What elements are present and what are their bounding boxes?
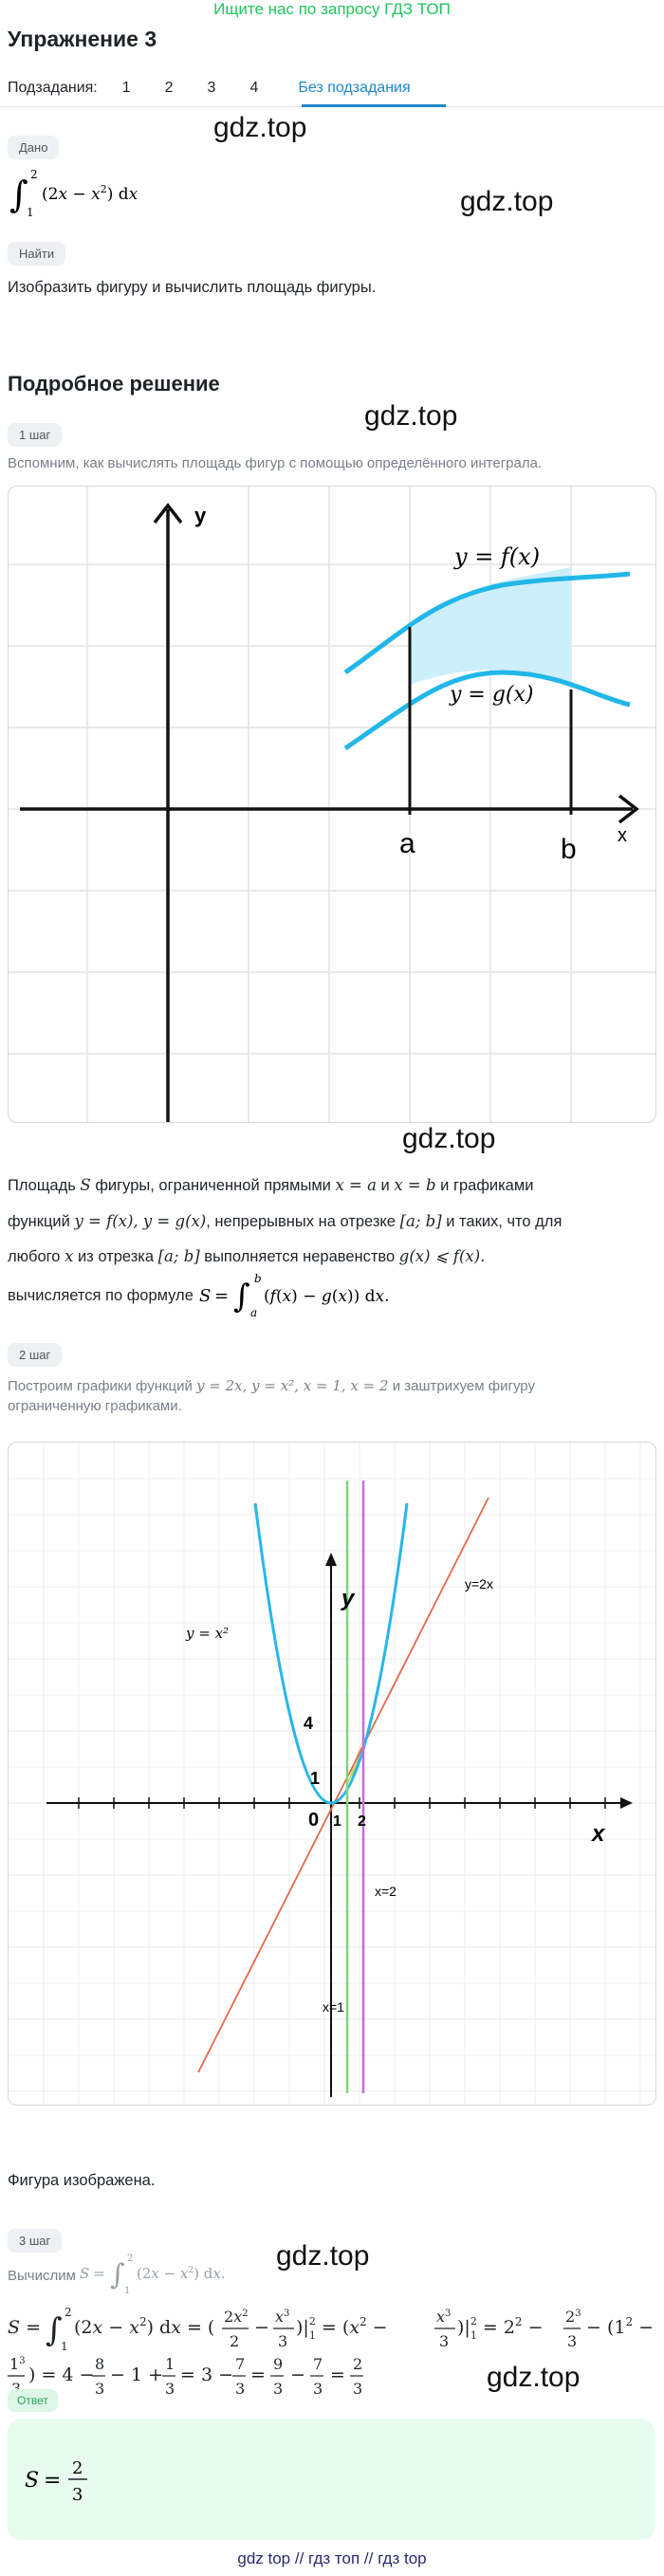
footer-sep: // — [363, 2549, 374, 2567]
shaded-region — [410, 567, 571, 685]
svg-text:3: 3 — [72, 2485, 83, 2505]
step3-intro: Вычислим S = ∫ 2 1 $(2x - x^2)$ dx. — [8, 2250, 250, 2301]
svg-text:S =: S = — [8, 2317, 41, 2338]
svg-text:a: a — [249, 1306, 258, 1319]
svg-text:∫: ∫ — [109, 2258, 125, 2291]
svg-text:∫: ∫ — [232, 1278, 250, 1316]
tab-1[interactable]: 1 — [121, 80, 131, 96]
answer-badge: Ответ — [8, 2389, 58, 2412]
tab-4[interactable]: 4 — [249, 80, 259, 96]
svg-text:3: 3 — [165, 2380, 175, 2398]
svg-text:2: 2 — [72, 2458, 83, 2478]
svg-text:2: 2 — [230, 2332, 240, 2350]
svg-text:1: 1 — [165, 2355, 175, 2373]
page-title: Упражнение 3 — [8, 27, 157, 51]
step2-badge: 2 шаг — [8, 1343, 62, 1367]
svg-text:)|21 = 22 −: )$|^2$ $1 = 2^2$ − — [457, 2315, 544, 2342]
label-line-2x: y=2x — [465, 1576, 493, 1592]
step1-intro: Вспомним, как вычислять площадь фигур с помощью определённого интеграла. — [8, 455, 543, 471]
line-2x — [198, 1498, 489, 2072]
definition-line-1: Площадь S фигуры, ограниченной прямыми x = a и x = b и графиками — [8, 1176, 534, 1194]
svg-text:1: 1 — [123, 2286, 131, 2296]
answer-value — [25, 2419, 138, 2540]
svg-text:3: 3 — [278, 2332, 288, 2350]
label-parabola: y = x² — [186, 1625, 230, 1642]
tick-y-1: 1 — [310, 1769, 321, 1788]
area-formula — [199, 1269, 408, 1322]
svg-text:=: = — [44, 2469, 62, 2493]
figure-done-text: Фигура изображена. — [8, 2172, 156, 2189]
svg-text:2x2: $2x^2$ — [224, 2308, 249, 2326]
computation — [8, 2305, 656, 2404]
task-text: Изобразить фигуру и вычислить площадь фигуры. — [8, 279, 377, 296]
watermark: gdz.top — [460, 186, 554, 217]
given-formula — [8, 165, 178, 229]
svg-text:= 3 −: = 3 − — [180, 2364, 234, 2385]
given-integral — [8, 165, 178, 224]
svg-text:=: = — [213, 1286, 229, 1306]
label-b: b — [561, 834, 577, 865]
svg-text:8: 8 — [95, 2355, 105, 2373]
svg-text:1: 1 — [61, 2340, 68, 2353]
svg-text:) = 4 −: ) = 4 − — [28, 2364, 95, 2385]
concept-svg — [9, 487, 656, 1123]
tab-2[interactable]: 2 — [164, 80, 174, 96]
tick-x-2: 2 — [358, 1813, 366, 1830]
svg-text:3: 3 — [439, 2332, 450, 2350]
footer-sep: // — [294, 2549, 304, 2567]
svg-text:3: 3 — [567, 2332, 578, 2350]
svg-text:2: 2 — [126, 2254, 134, 2264]
svg-text:7: 7 — [313, 2355, 323, 2373]
svg-text:=: = — [92, 2265, 105, 2282]
footer-links — [0, 2549, 664, 2568]
tab-no-subtask[interactable]: Без подзадания — [298, 80, 411, 96]
computation-svg — [8, 2305, 656, 2400]
step2-intro-line1: Построим графики функций y = 2x, y = x², x = 1, x = 2 и заштрихуем фигуру — [8, 1377, 535, 1394]
solution-title: Подробное решение — [8, 372, 220, 396]
svg-text:(f(x) − g(x)) dx.: (f(x) − g(x)) dx. — [263, 1287, 390, 1306]
graph-x-label: x — [592, 1821, 605, 1847]
svg-text:− 1 +: − 1 + — [110, 2364, 164, 2385]
svg-text:1: 1 — [27, 206, 34, 219]
watermark: gdz.top — [402, 1123, 496, 1154]
definition-line-3: любого x из отрезка [a; b] выполняется неравенство g(x) ⩽ f(x). — [8, 1247, 486, 1265]
svg-text:3: 3 — [95, 2380, 105, 2398]
find-badge: Найти — [8, 242, 65, 266]
tabs-label: Подзадания: — [8, 80, 98, 96]
footer-link-2[interactable]: гдз топ — [308, 2549, 360, 2567]
step2-intro-line2: ограниченную графиками. — [8, 1398, 182, 1414]
svg-text:∫: ∫ — [46, 2311, 63, 2349]
active-tab-indicator — [302, 104, 446, 107]
label-a: a — [399, 828, 415, 859]
svg-text:2: 2 — [353, 2355, 363, 2373]
footer-link-1[interactable]: gdz top — [237, 2549, 291, 2567]
svg-text:=: = — [250, 2364, 266, 2385]
svg-text:3: 3 — [273, 2380, 284, 2398]
svg-text:3: 3 — [353, 2380, 363, 2398]
svg-text:2: 2 — [65, 2306, 72, 2319]
svg-text:−: − — [254, 2317, 269, 2338]
step3-badge: 3 шаг — [8, 2229, 62, 2253]
tick-y-4: 4 — [304, 1714, 314, 1733]
svg-text:∫: ∫ — [9, 174, 28, 215]
given-badge: Дано — [8, 136, 59, 159]
watermark: gdz.top — [487, 2362, 581, 2393]
label-x1: x=1 — [323, 1999, 344, 2015]
answer-box — [8, 2419, 655, 2540]
y-axis-label: y — [194, 504, 207, 527]
origin-label: 0 — [308, 1810, 320, 1831]
definition-line-2: функций y = f(x), y = g(x), непрерывных на отрезке [a; b] и таких, что для — [8, 1212, 563, 1230]
footer-link-3[interactable]: гдз top — [378, 2549, 427, 2567]
label-x2: x=2 — [375, 1884, 397, 1899]
svg-text:7: 7 — [235, 2355, 246, 2373]
svg-text:S: S — [25, 2469, 40, 2493]
svg-text:3: 3 — [313, 2380, 323, 2398]
definition-line-4: вычисляется по формуле S = ∫ b a (f(x) − g(x)) dx. — [8, 1269, 408, 1322]
svg-text:)|21 = (x2 −: )$|^2$ $1 = (x^2$ − — [296, 2315, 388, 2342]
svg-text:b: b — [253, 1272, 262, 1285]
svg-text:− (12 −: − ($1^2$ − — [586, 2315, 655, 2338]
svg-text:S: S — [198, 1286, 212, 1306]
watermark: gdz.top — [364, 400, 458, 432]
svg-text:=: = — [330, 2364, 345, 2385]
svg-text:(2x − x2) dx: $(2x - x^2)$ dx — [42, 183, 138, 204]
svg-text:23: $2^3$ — [565, 2308, 581, 2326]
step1-badge: 1 шаг — [8, 423, 62, 447]
tick-x-1: 1 — [333, 1813, 341, 1830]
subtask-tabs — [8, 80, 411, 97]
tab-3[interactable]: 3 — [207, 80, 216, 96]
svg-text:−: − — [290, 2364, 305, 2385]
graph-svg — [9, 1443, 656, 2106]
step3-intro-formula — [80, 2250, 250, 2301]
svg-text:S: S — [79, 2265, 90, 2282]
x-axis-label: x — [618, 825, 627, 846]
label-g: y = g(x) — [450, 683, 534, 707]
svg-text:2: 2 — [30, 168, 38, 181]
top-banner[interactable]: Ищите нас по запросу ГДЗ ТОП — [213, 0, 451, 18]
svg-text:(2x − x2) dx.: $(2x - x^2)$ dx. — [136, 2265, 226, 2282]
svg-text:3: 3 — [235, 2380, 246, 2398]
watermark: gdz.top — [276, 2240, 370, 2272]
graph-y-label: y — [341, 1586, 355, 1611]
watermark: gdz.top — [213, 112, 307, 143]
svg-text:x3: $x^3$ — [436, 2308, 452, 2326]
svg-text:(2x − x2) dx = (: $(2x - x^2)$ dx = ( — [74, 2315, 215, 2338]
label-f: y = f(x) — [454, 543, 541, 570]
svg-text:9: 9 — [273, 2355, 284, 2373]
area-concept-figure — [8, 486, 656, 1123]
svg-text:13: $1^3$ — [9, 2355, 26, 2373]
function-graph — [8, 1442, 656, 2106]
svg-text:x3: $x^3$ — [275, 2308, 290, 2326]
